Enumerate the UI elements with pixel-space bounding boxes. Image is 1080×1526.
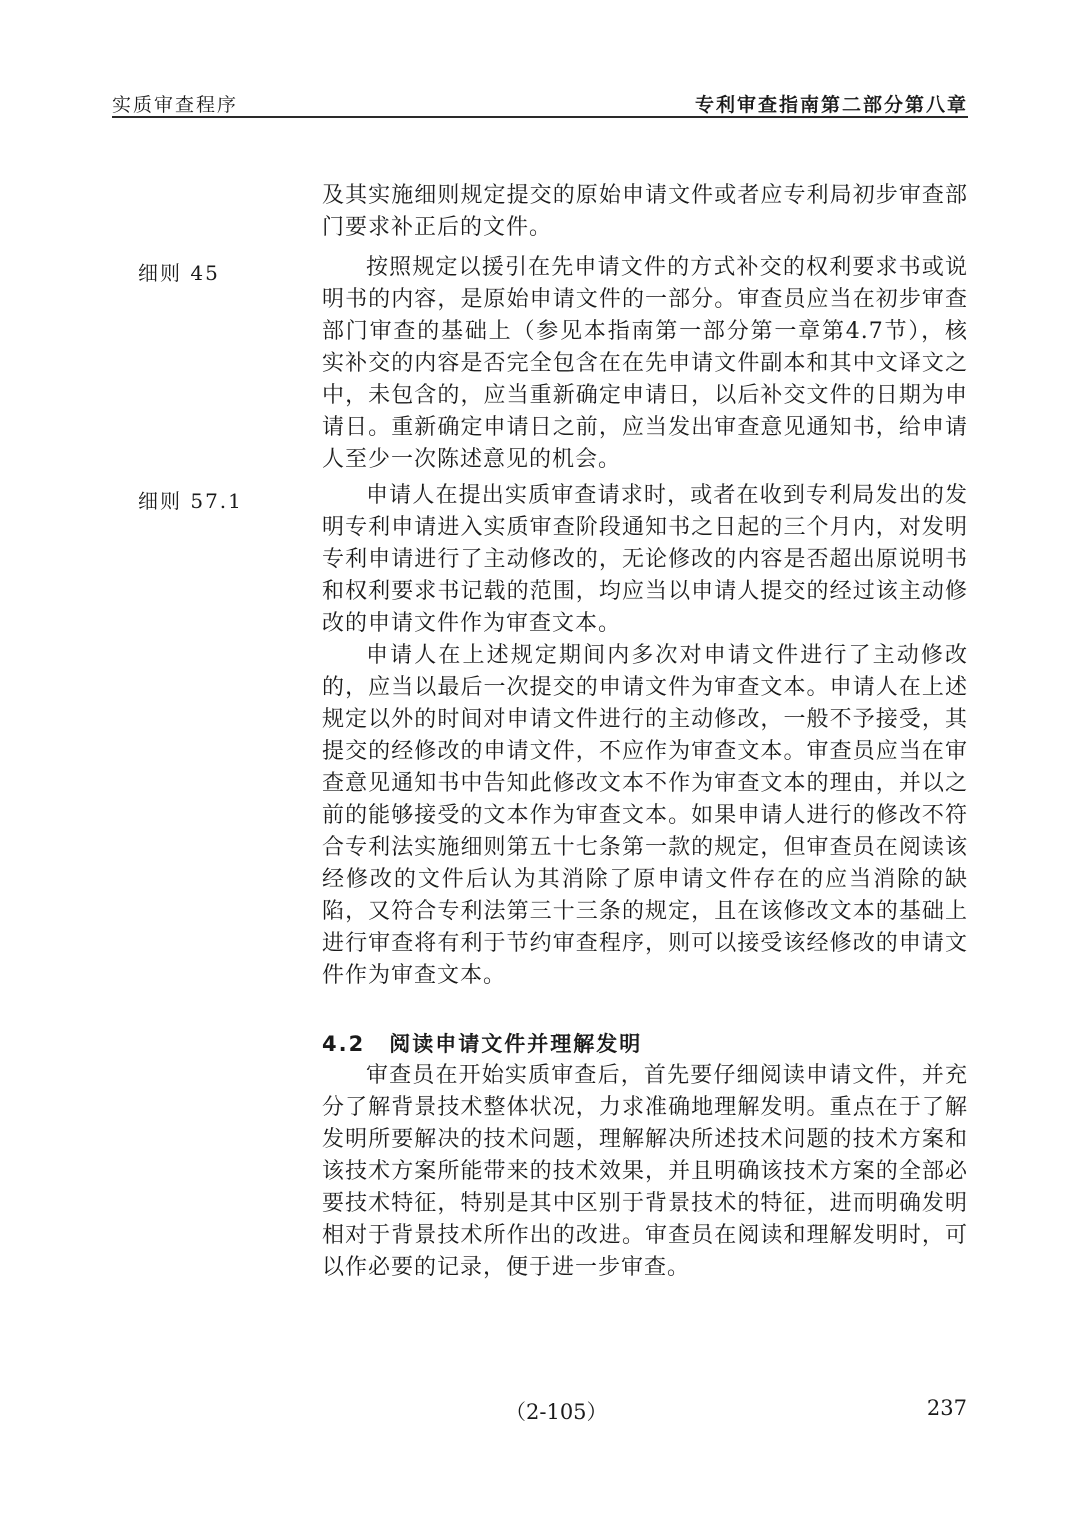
paragraph-0: 及其实施细则规定提交的原始申请文件或者应专利局初步审查部门要求补正后的文件。 (322, 183, 968, 240)
paragraph-block-rule-57-1 (322, 480, 968, 992)
paragraph-4: 审查员在开始实质审查后，首先要仔细阅读申请文件，并充分了解背景技术整体状况，力求准确地理解发明。重点在于了解发明所要解决的技术问题，理解解决所述技术问题的技术方案和该技术方案所能带来的技术效果，并且明确该技术方案的全部必要技术特征，特别是其中区别于背景技术的特征，进而明确发明相对于背景技术所作出的改进。审查员在阅读和理解发明时，可以作必要的记录，便于进一步审查。 (322, 1063, 968, 1280)
section-number: 4.2 (322, 1032, 366, 1056)
margin-note-rule-57-1: 细则 57.1 (138, 489, 243, 513)
margin-note-rule-45: 细则 45 (138, 261, 220, 285)
section-heading (322, 1028, 642, 1058)
header-chapter-title: 实质审查程序 (112, 94, 239, 116)
paragraph-block-section-4-2 (322, 1060, 968, 1284)
page-number: 237 (926, 1396, 967, 1420)
paragraph-3: 申请人在上述规定期间内多次对申请文件进行了主动修改的，应当以最后一次提交的申请文件为审查文本。申请人在上述规定以外的时间对申请文件进行的主动修改，一般不予接受，其提交的经修改的申请文件，不应作为审查文本。审查员应当在审查意见通知书中告知此修改文本不作为审查文本的理由，并以之前的能够接受的文本作为审查文本。如果申请人进行的修改不符合专利法实施细则第五十七条第一款的规定，但审查员在阅读该经修改的文件后认为其消除了原申请文件存在的应当消除的缺陷，又符合专利法第三十三条的规定，且在该修改文本的基础上进行审查将有利于节约审查程序，则可以接受该经修改的申请文件作为审查文本。 (322, 643, 968, 988)
paragraph-1: 按照规定以援引在先申请文件的方式补交的权利要求书或说明书的内容，是原始申请文件的一部分。审查员应当在初步审查部门审查的基础上（参见本指南第一部分第一章第4.7节），核实补交的内容是否完全包含在在先申请文件副本和其中文译文之中，未包含的，应当重新确定申请日，以后补交文件的日期为申请日。重新确定申请日之前，应当发出审查意见通知书，给申请人至少一次陈述意见的机会。 (322, 255, 968, 472)
paragraph-2: 申请人在提出实质审查请求时，或者在收到专利局发出的发明专利申请进入实质审查阶段通知书之日起的三个月内，对发明专利申请进行了主动修改的，无论修改的内容是否超出原说明书和权利要求书记载的范围，均应当以申请人提交的经过该主动修改的申请文件作为审查文本。 (322, 483, 968, 636)
page-header (112, 84, 968, 118)
footer-code: （2-105） (505, 1400, 608, 1424)
paragraph-continuation (322, 180, 968, 244)
paragraph-block-rule-45 (322, 252, 968, 476)
section-title: 阅读申请文件并理解发明 (389, 1032, 643, 1056)
header-book-title: 专利审查指南第二部分第八章 (694, 94, 968, 116)
